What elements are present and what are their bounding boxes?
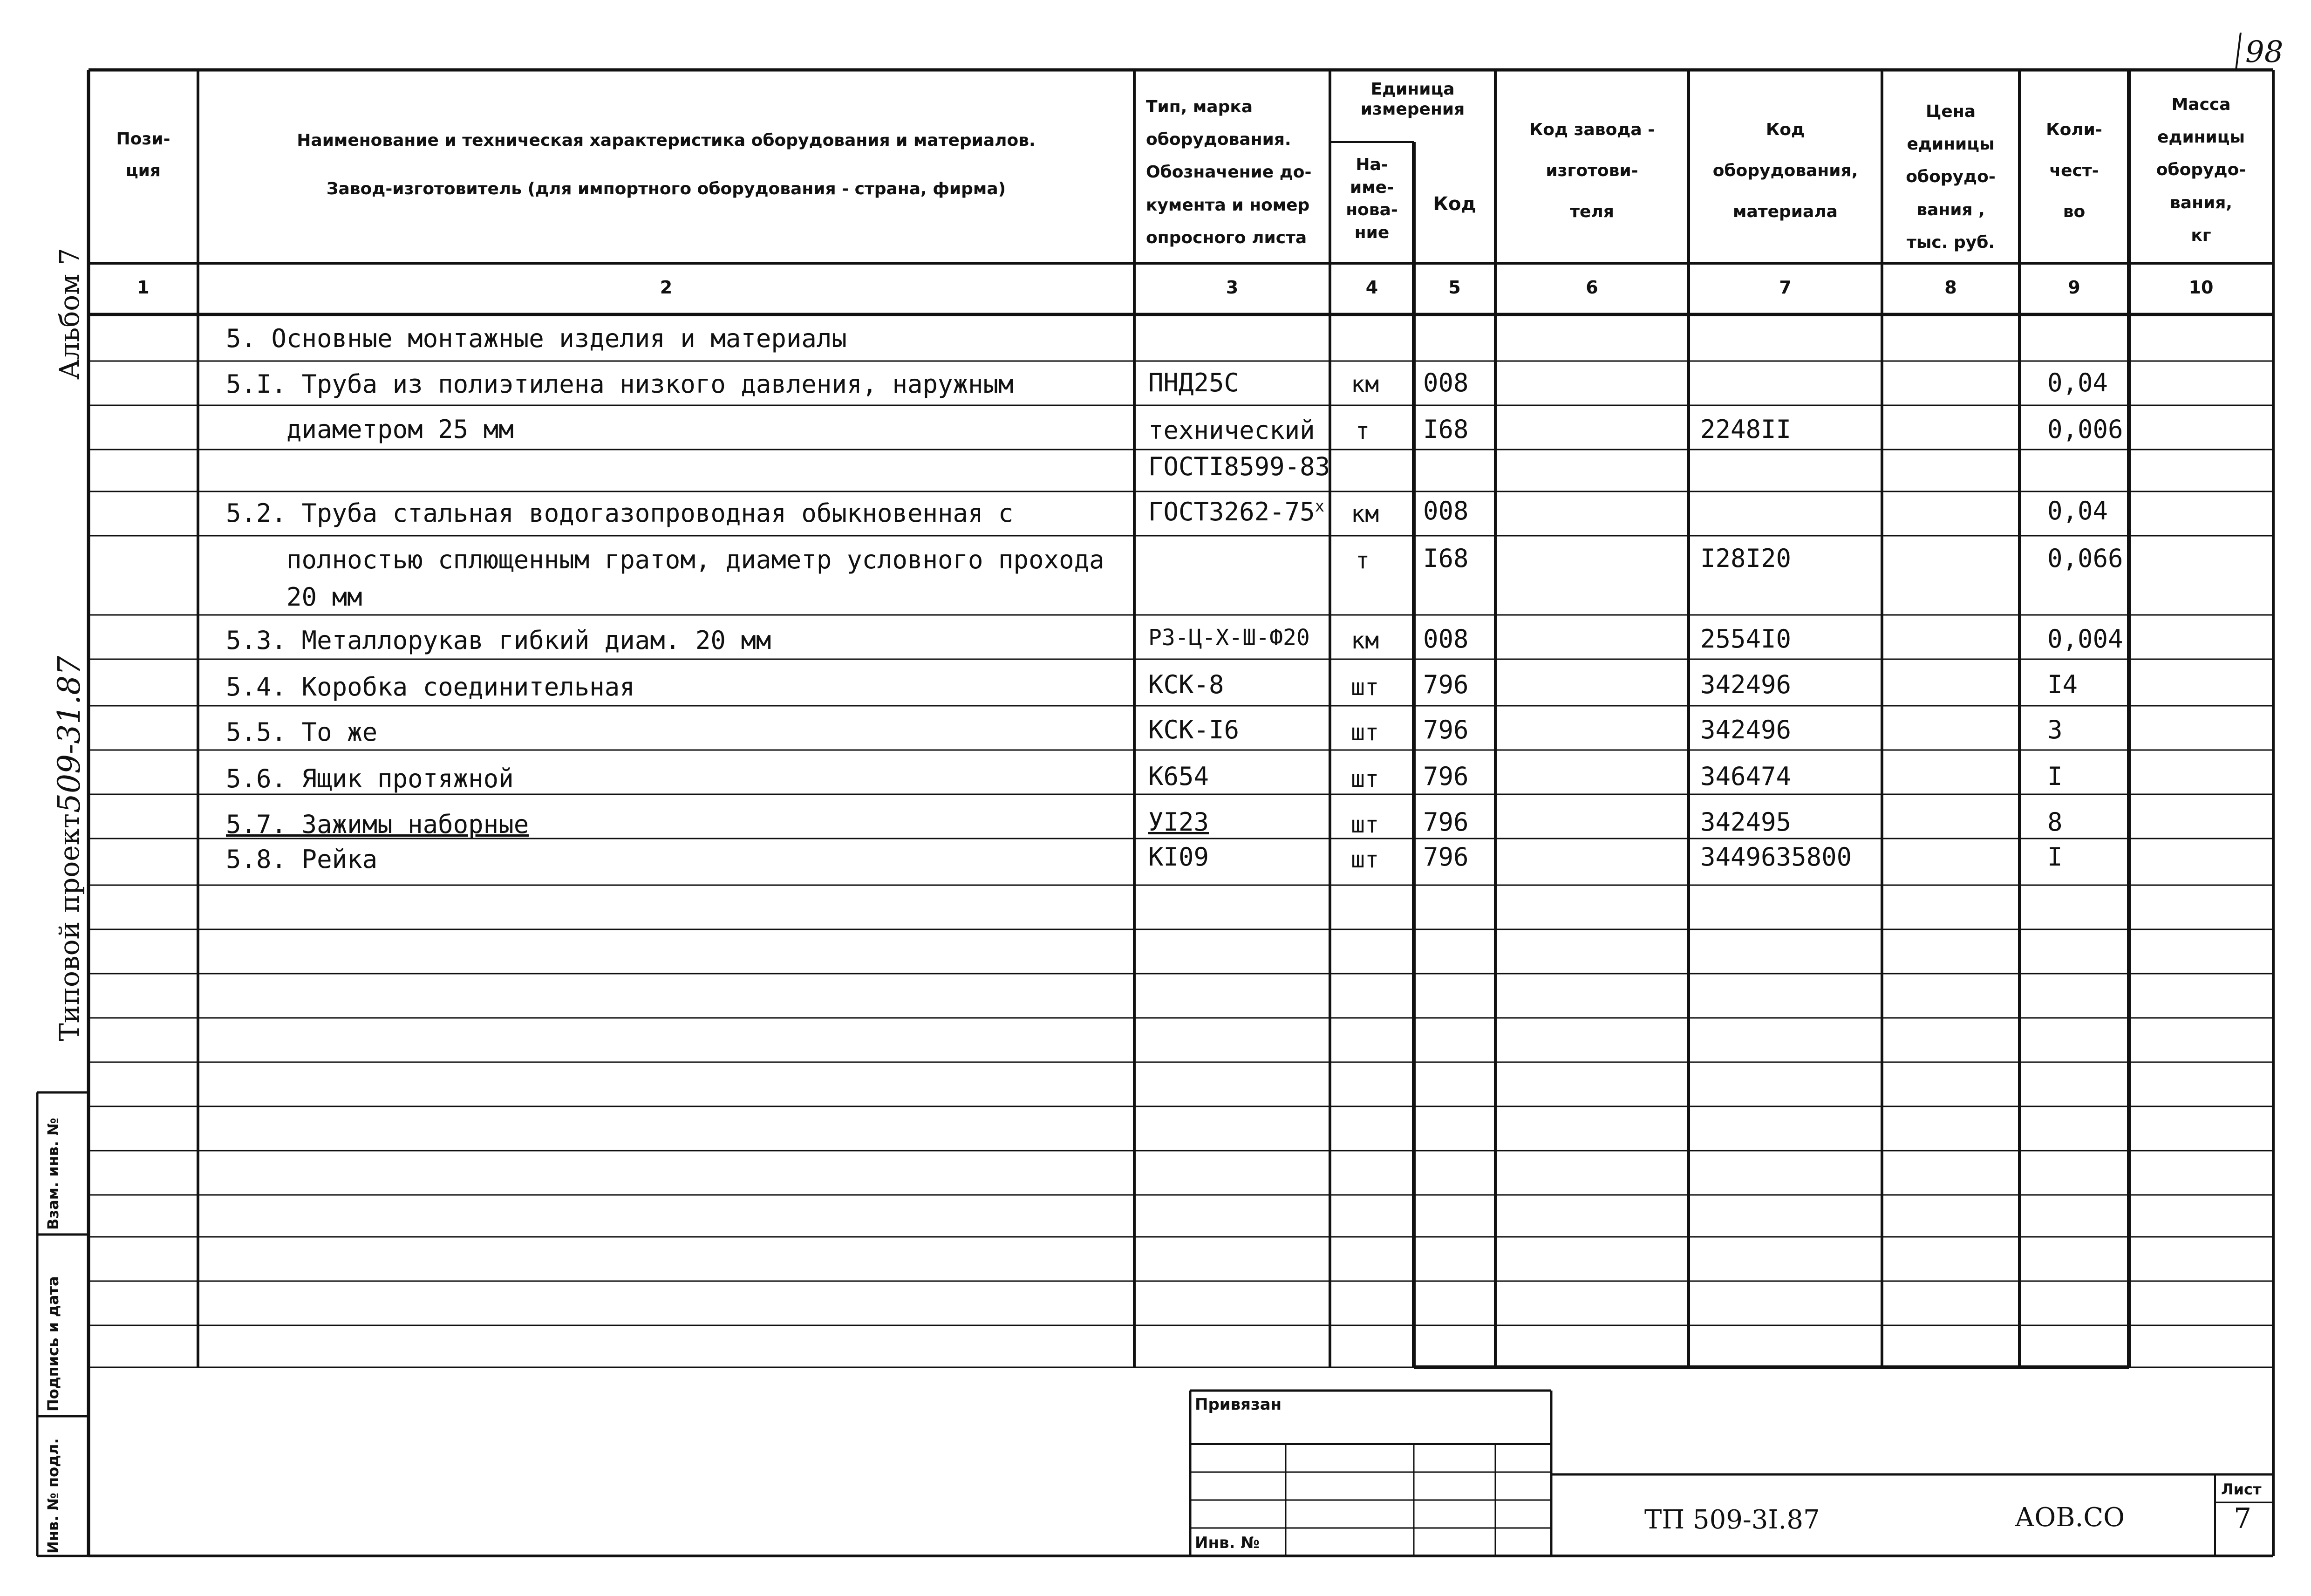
row-2-name: диаметром 25 мм xyxy=(226,415,514,444)
vzam-inv-label: Взам. инв. № xyxy=(44,1118,62,1230)
row-2-code: I68 xyxy=(1423,415,1469,444)
row-10-unit: шт xyxy=(1351,765,1379,792)
col-num-9: 9 xyxy=(2068,277,2080,298)
row-6-name: 20 мм xyxy=(226,582,362,612)
row-11-name: 5.7. Зажимы наборные xyxy=(226,810,529,839)
page-number: 98 xyxy=(2245,35,2284,69)
stamp-doc-code: ТП 509-3I.87 xyxy=(1644,1505,1820,1535)
row-12-unit: шт xyxy=(1351,846,1379,873)
row-10-type: К654 xyxy=(1148,762,1209,791)
album-label: Альбом 7 xyxy=(54,248,85,380)
header-factory-code: Код завода - изготови- теля xyxy=(1529,120,1655,222)
header-mass: Масса единицы оборудо- вания, кг xyxy=(2156,95,2246,245)
header-equipment-code: Код оборудования, материала xyxy=(1712,120,1858,222)
row-0-name: 5. Основные монтажные изделия и материалы xyxy=(226,324,847,353)
row-8-unit: шт xyxy=(1351,674,1379,701)
header-type: Тип, марка оборудования. Обозначение до- кумента и номер опросного листа xyxy=(1146,97,1312,247)
row-5-eqcode: I28I20 xyxy=(1700,544,1792,573)
row-9-code: 796 xyxy=(1423,715,1469,744)
row-11-qty: 8 xyxy=(2047,807,2063,837)
col-num-6: 6 xyxy=(1586,277,1598,298)
row-4-type xyxy=(1148,498,1324,525)
row-7-code: 008 xyxy=(1423,624,1469,654)
row-7-eqcode: 2554I0 xyxy=(1700,624,1792,654)
col-num-4: 4 xyxy=(1365,277,1378,298)
header-unit-code: Код xyxy=(1433,193,1476,215)
row-4-type-sup: x xyxy=(1315,497,1325,516)
row-9-unit: шт xyxy=(1351,719,1379,746)
header-unit-name: На- име- нова- ние xyxy=(1346,155,1398,242)
row-8-eqcode: 342496 xyxy=(1700,670,1792,699)
row-5-unit: т xyxy=(1356,547,1370,574)
row-12-code: 796 xyxy=(1423,842,1469,872)
row-8-qty: I4 xyxy=(2047,670,2078,699)
col-num-10: 10 xyxy=(2188,277,2214,298)
col-num-1: 1 xyxy=(137,277,150,298)
row-2-eqcode: 2248II xyxy=(1700,415,1792,444)
row-10-code: 796 xyxy=(1423,762,1469,791)
col-num-3: 3 xyxy=(1226,277,1239,298)
row-7-qty: 0,004 xyxy=(2047,624,2123,654)
row-4-qty: 0,04 xyxy=(2047,496,2108,525)
row-5-qty: 0,066 xyxy=(2047,544,2123,573)
row-11-code: 796 xyxy=(1423,807,1469,837)
header-quantity: Коли- чест- во xyxy=(2046,120,2102,222)
podpis-data-label: Подпись и дата xyxy=(44,1276,62,1412)
row-5-name: полностью сплющенным гратом, диаметр условного прохода xyxy=(226,545,1104,574)
row-7-name: 5.3. Металлорукав гибкий диам. 20 мм xyxy=(226,626,771,655)
row-11-eqcode: 342495 xyxy=(1700,807,1792,837)
row-2-unit: т xyxy=(1356,417,1370,444)
row-7-type: Р3-Ц-Х-Ш-Ф20 xyxy=(1148,625,1310,651)
row-12-type: КI09 xyxy=(1148,842,1209,872)
col-num-5: 5 xyxy=(1448,277,1461,298)
row-9-eqcode: 342496 xyxy=(1700,715,1792,744)
stamp-list-label: Лист xyxy=(2221,1480,2262,1498)
row-4-code: 008 xyxy=(1423,496,1469,525)
stamp-sheet-code: АОВ.СО xyxy=(2015,1502,2125,1533)
row-12-name: 5.8. Рейка xyxy=(226,845,378,874)
row-9-name: 5.5. То же xyxy=(226,717,378,747)
col-num-2: 2 xyxy=(660,277,673,298)
row-8-type: КСК-8 xyxy=(1148,670,1224,699)
stamp-inv-no: Инв. № xyxy=(1195,1534,1260,1552)
row-1-code: 008 xyxy=(1423,368,1469,397)
row-4-unit: км xyxy=(1351,500,1379,527)
row-10-name: 5.6. Ящик протяжной xyxy=(226,764,514,793)
project-code: 509-31.87 xyxy=(51,655,87,813)
row-1-name: 5.I. Труба из полиэтилена низкого давления, наружным xyxy=(226,369,1014,399)
col-num-8: 8 xyxy=(1944,277,1957,298)
row-5-code: I68 xyxy=(1423,544,1469,573)
stamp-privyazan: Привязан xyxy=(1195,1395,1282,1414)
header-price: Цена единицы оборудо- вания , тыс. руб. xyxy=(1906,102,1996,252)
stamp-list-number: 7 xyxy=(2234,1502,2252,1535)
row-2-type: технический xyxy=(1148,416,1315,445)
row-7-unit: км xyxy=(1351,627,1379,654)
row-1-type: ПНД25С xyxy=(1148,368,1240,397)
row-8-code: 796 xyxy=(1423,670,1469,699)
row-11-unit: шт xyxy=(1351,811,1379,838)
header-name: Наименование и техническая характеристика оборудования и материалов. Завод-изготовитель (для импортного оборудования - страна, фирма) xyxy=(297,131,1036,199)
col-num-7: 7 xyxy=(1779,277,1792,298)
header-position: Пози- ция xyxy=(116,130,170,181)
row-9-type: КСК-I6 xyxy=(1148,715,1240,744)
row-4-name: 5.2. Труба стальная водогазопроводная обыкновенная с xyxy=(226,498,1014,528)
row-12-eqcode: 3449635800 xyxy=(1700,842,1852,872)
row-3-type: ГОСТI8599-83 xyxy=(1148,452,1330,481)
row-10-eqcode: 346474 xyxy=(1700,762,1792,791)
inv-podl-label: Инв. № подл. xyxy=(44,1438,62,1554)
row-4-type-text: ГОСТ3262-75 xyxy=(1148,497,1315,526)
row-12-qty: I xyxy=(2047,842,2063,872)
row-1-qty: 0,04 xyxy=(2047,368,2108,397)
row-1-unit: км xyxy=(1351,371,1379,398)
row-11-type: УI23 xyxy=(1148,807,1209,837)
row-9-qty: 3 xyxy=(2047,715,2063,744)
row-10-qty: I xyxy=(2047,762,2063,791)
row-2-qty: 0,006 xyxy=(2047,415,2123,444)
project-label: Типовой проект xyxy=(54,813,85,1041)
header-unit: Единица измерения xyxy=(1360,80,1465,119)
row-8-name: 5.4. Коробка соединительная xyxy=(226,672,635,702)
